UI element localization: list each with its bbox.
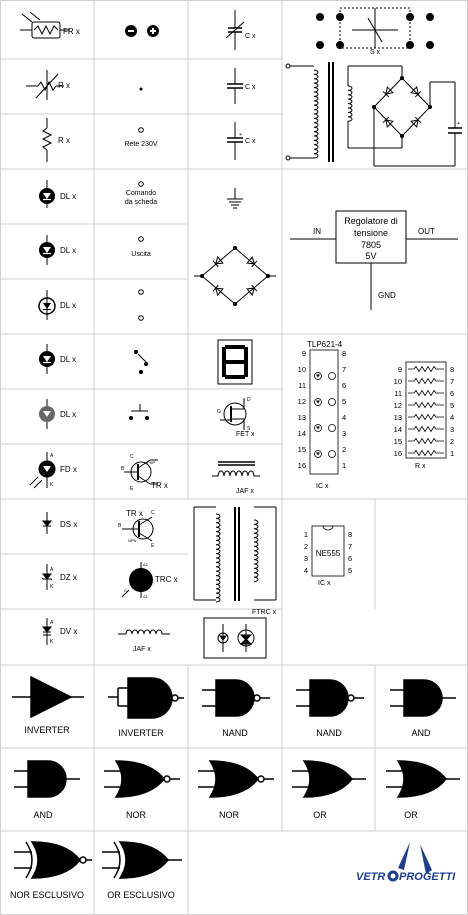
xor-label: OR ESCLUSIVO: [107, 890, 175, 900]
switch-label: S x: [369, 49, 381, 56]
network-resistor: [408, 391, 444, 396]
pin-number: 2: [303, 542, 308, 551]
logo-text-2: PROGETTI: [399, 871, 456, 883]
var-cap-label: C x: [245, 33, 256, 40]
variable-resistor-label: R x: [58, 81, 70, 90]
resistor-network-label: R x: [415, 463, 426, 470]
pin-number: 16: [393, 449, 402, 458]
tlp-title: TLP621-4: [307, 340, 343, 349]
pin-number: 4: [450, 413, 455, 422]
tr-npn-pin-b: B: [118, 523, 122, 529]
terminal-pair-icon: [139, 290, 144, 321]
pin-number: 4: [303, 566, 308, 575]
led-icon-1: [39, 180, 55, 208]
led-label-4: DL x: [60, 355, 77, 364]
ne555-title: NE555: [315, 549, 341, 558]
pin-number: 11: [394, 389, 402, 398]
nand-gate-1: [202, 680, 270, 716]
pin-number: 6: [450, 389, 455, 398]
pin-number: 12: [393, 401, 402, 410]
resistor-label: R x: [58, 136, 70, 145]
pushbutton-icon: [129, 404, 148, 420]
electrolytic-label: C x: [245, 138, 256, 145]
ps-cap-plus: +: [457, 121, 460, 127]
pin-number: 3: [303, 554, 308, 563]
xnor-gate: [14, 842, 92, 878]
nand-gate-2: [296, 680, 364, 716]
tr-pnp-type: PNP: [147, 460, 156, 465]
inductor-label-2: JAF x: [236, 488, 254, 495]
zener-pin-k: K: [50, 584, 54, 590]
pin-number: 6: [342, 381, 347, 390]
fet-pin-d: D: [247, 397, 251, 403]
and-label-1: AND: [411, 728, 431, 738]
led-icon-3: [39, 290, 55, 320]
network-resistor: [408, 379, 444, 384]
transformer-icon: [194, 507, 276, 602]
pin-number: 13: [297, 413, 306, 422]
xnor-label: NOR ESCLUSIVO: [9, 890, 85, 900]
fet-icon: [220, 398, 246, 430]
nand-label-1: NAND: [222, 728, 248, 738]
pin-number: 2: [450, 437, 455, 446]
photodiode-label: FD x: [60, 465, 77, 474]
pin-number: 13: [393, 413, 402, 422]
regulator-gnd: GND: [378, 291, 396, 300]
diode-bridge-icon: [194, 247, 276, 306]
tlp-left-pins: [298, 349, 306, 470]
tr-npn-pin-e: E: [151, 543, 155, 549]
tlp-right-pins: [342, 349, 346, 470]
led-label-5: DL x: [60, 410, 77, 419]
nor-label-1: NOR: [126, 810, 146, 820]
resistor-symbol: [43, 118, 51, 162]
switch-open-icon: [134, 350, 147, 373]
fet-pin-g: G: [217, 409, 221, 415]
pin-number: 11: [298, 381, 306, 390]
pin-number: 14: [393, 425, 402, 434]
led-icon-5: [39, 399, 55, 429]
pin-number: 3: [450, 425, 455, 434]
network-resistor: [408, 403, 444, 408]
pin-number: 1: [342, 461, 347, 470]
network-resistor: [408, 367, 444, 372]
inverter-gate-2: [108, 678, 184, 718]
electrolytic-capacitor-icon: [227, 122, 243, 160]
ne555-ic-label: IC x: [318, 580, 331, 587]
pin-number: 12: [297, 397, 306, 406]
ne555-left-pins: [304, 530, 308, 575]
network-resistor: [408, 415, 444, 420]
inductor-label-1: JAF x: [133, 646, 151, 653]
fr-label: FR x: [63, 27, 80, 36]
uscita-label: Uscita: [131, 251, 151, 258]
pin-number: 9: [301, 349, 306, 358]
vetroprogetti-logo: [356, 842, 456, 883]
rnet-right-pins: [450, 365, 454, 458]
nor-gate-1: [104, 761, 180, 797]
pin-number: 3: [342, 429, 347, 438]
pin-number: 2: [342, 445, 347, 454]
pin-number: 5: [348, 566, 353, 575]
pin-number: 10: [297, 365, 306, 374]
pin-number: 6: [348, 554, 353, 563]
varicap-pin-a: A: [50, 620, 54, 626]
comando-label-2: da scheda: [124, 199, 158, 206]
ne555-notch: [323, 526, 333, 530]
zener-pin-a: A: [50, 567, 54, 573]
inductor-core-icon: [212, 462, 260, 476]
pin-number: 14: [297, 429, 306, 438]
triac-pin-a1: A1: [143, 594, 148, 599]
pin-number: 10: [393, 377, 402, 386]
inverter-label-2: INVERTER: [118, 728, 164, 738]
tlp-ic-label: IC x: [316, 483, 329, 490]
tr-npn-label: TR x: [126, 509, 143, 518]
tr-pnp-pin-c: C: [130, 454, 134, 460]
fet-label: FET x: [236, 431, 255, 438]
pin-number: 4: [342, 413, 347, 422]
and-label-2: AND: [33, 810, 53, 820]
logo-text-1: VETR: [356, 871, 386, 883]
diode-icon: [43, 512, 51, 534]
power-supply-circuit: [286, 62, 462, 166]
junction-dot: [140, 88, 143, 91]
varicap-pin-k: K: [50, 639, 54, 645]
triac-pin-a2: A2: [143, 562, 148, 567]
varicap-label: DV x: [60, 627, 78, 636]
or-gate-2: [386, 761, 460, 797]
pin-number: 8: [342, 349, 347, 358]
led-label-1: DL x: [60, 192, 77, 201]
ftrc-label: FTRC x: [252, 609, 277, 616]
seven-segment-display-icon: [218, 340, 252, 384]
pin-number: 1: [303, 530, 308, 539]
pin-number: 16: [297, 461, 306, 470]
or-gate-1: [292, 761, 366, 797]
or-label-2: OR: [404, 810, 418, 820]
tlp-ic-body: [310, 350, 338, 474]
regulator-model: 7805: [360, 240, 382, 250]
led-label-2: DL x: [60, 246, 77, 255]
network-resistor: [408, 427, 444, 432]
rnet-left-pins: [394, 365, 402, 458]
ne555-right-pins: [348, 530, 352, 575]
pin-number: 8: [348, 530, 353, 539]
pin-number: 15: [393, 437, 402, 446]
xor-gate: [102, 842, 182, 878]
pin-number: 8: [450, 365, 455, 374]
fet-pin-s: S: [247, 426, 251, 432]
battery-terminals-icon: [125, 25, 159, 37]
tr-pnp-label: TR x: [151, 481, 168, 490]
network-resistor: [408, 451, 444, 456]
nor-label-2: NOR: [219, 810, 239, 820]
pin-number: 7: [348, 542, 353, 551]
regulator-out: OUT: [418, 227, 435, 236]
ground-icon: [227, 188, 243, 208]
pin-number: 7: [450, 377, 455, 386]
led-label-3: DL x: [60, 301, 77, 310]
cap-label: C x: [245, 84, 256, 91]
resistor-network-body: [406, 362, 446, 458]
led-icon-4: [39, 344, 55, 374]
opto-triac-icon: [204, 618, 266, 658]
network-resistor: [408, 439, 444, 444]
inductor-icon: [118, 630, 170, 634]
pin-number: 1: [450, 449, 455, 458]
comando-label-1: Comando: [125, 190, 157, 197]
transistor-npn-icon: [122, 517, 153, 541]
led-icon-2: [39, 235, 55, 265]
nor-gate-2: [198, 761, 274, 797]
triac-label: TRC x: [155, 575, 178, 584]
photodiode-pin-k: K: [50, 482, 54, 488]
nand-label-2: NAND: [316, 728, 342, 738]
tlp-internals: [315, 373, 336, 458]
pin-number: 15: [297, 445, 306, 454]
zener-label: DZ x: [60, 573, 77, 582]
regulator-title-2: tensione: [353, 228, 389, 238]
pin-number: 5: [342, 397, 347, 406]
capacitor-icon: [227, 68, 243, 104]
tr-pnp-pin-e: E: [130, 486, 134, 492]
terminal-rete-icon: [139, 128, 144, 133]
relay-switch-icon: [317, 8, 434, 49]
photodiode-pin-a: A: [50, 453, 54, 459]
or-label-1: OR: [313, 810, 327, 820]
pin-number: 7: [342, 365, 347, 374]
electrolytic-plus: +: [239, 132, 242, 138]
pin-number: 9: [397, 365, 402, 374]
and-gate-1: [390, 680, 456, 716]
inverter-gate-1: [12, 677, 84, 717]
inverter-label-1: INVERTER: [24, 725, 70, 735]
diode-label: DS x: [60, 520, 78, 529]
regulator-voltage: 5V: [365, 251, 377, 261]
triac-pin-g: G: [124, 588, 128, 593]
rete-label: Rete 230V: [124, 141, 158, 148]
tr-npn-type: NPN: [128, 538, 137, 543]
resistor-network-elements: [408, 367, 444, 456]
regulator-in: IN: [313, 227, 321, 236]
tr-npn-pin-c: C: [151, 510, 155, 516]
terminal-uscita-icon: [139, 237, 144, 242]
terminal-comando-icon: [139, 182, 144, 187]
regulator-title-1: Regolatore di: [344, 216, 398, 226]
variable-capacitor-icon: [226, 10, 244, 50]
tr-pnp-pin-b: B: [121, 466, 125, 472]
and-gate-2: [14, 761, 80, 797]
pin-number: 5: [450, 401, 455, 410]
